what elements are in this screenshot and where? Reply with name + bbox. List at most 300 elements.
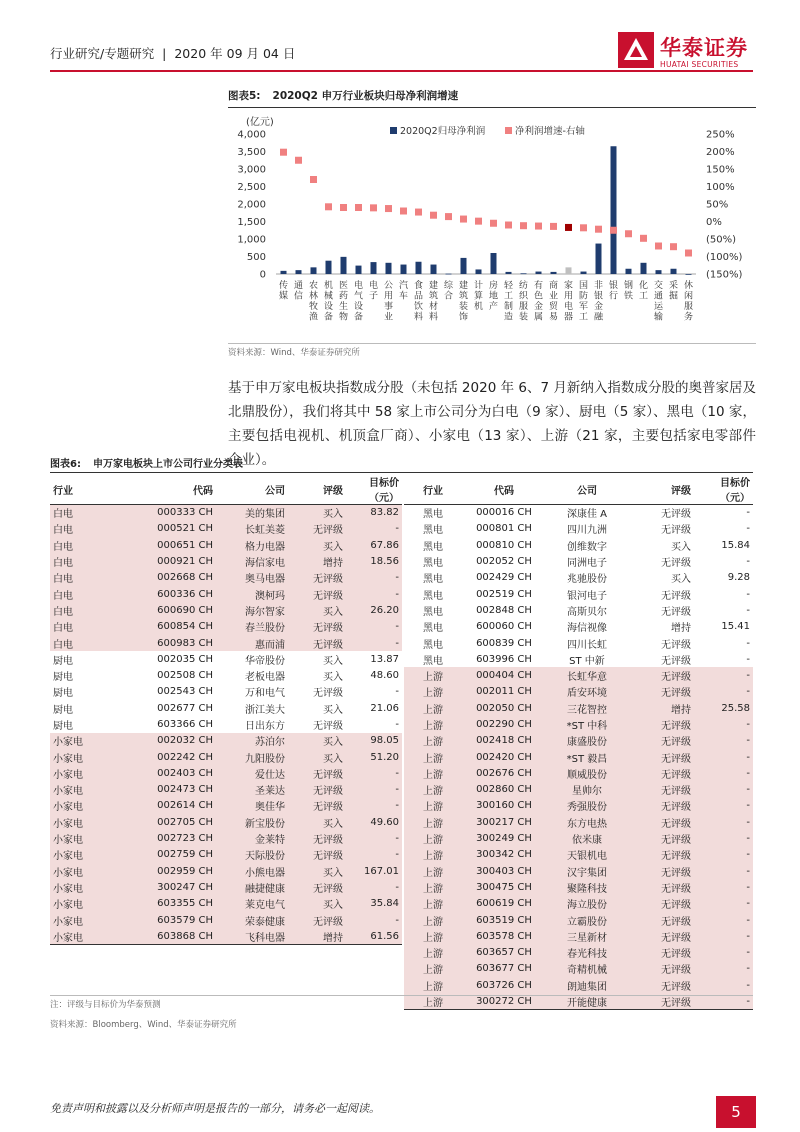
cell-rating: 无评级 bbox=[661, 639, 691, 651]
y-right-tick-label: 50% bbox=[706, 199, 729, 211]
cell-target-price: - bbox=[694, 782, 753, 798]
cell-target-price: - bbox=[694, 733, 753, 749]
cell-rating: 无评级 bbox=[628, 667, 694, 683]
x-tick-label: 医药生物 bbox=[338, 281, 349, 323]
cell-industry: 小家电 bbox=[50, 782, 112, 798]
cell-company: 新宝股份 bbox=[216, 814, 288, 830]
table-row bbox=[404, 879, 753, 895]
bar-汽车 bbox=[401, 265, 407, 274]
cell-company: 圣莱达 bbox=[216, 782, 288, 798]
table-row bbox=[50, 602, 402, 618]
y-right-tick-label: 0% bbox=[706, 217, 722, 228]
cell-target-price: 15.84 bbox=[721, 539, 750, 551]
cell-company: 四川九洲 bbox=[567, 525, 607, 537]
cell-target-price: - bbox=[694, 830, 753, 846]
cell-industry: 小家电 bbox=[50, 879, 112, 895]
cell-company: 春光科技 bbox=[546, 945, 628, 961]
bar-传媒 bbox=[281, 271, 287, 274]
cell-industry: 黑电 bbox=[423, 655, 443, 667]
col-header-company: 公司 bbox=[216, 474, 288, 505]
cell-target-price: - bbox=[346, 521, 402, 537]
page-number: 5 bbox=[716, 1096, 756, 1128]
cell-company: 创维数字 bbox=[567, 541, 607, 553]
cell-target-price: 51.20 bbox=[346, 749, 402, 765]
table-row bbox=[404, 782, 753, 798]
x-tick-label: 电子 bbox=[368, 281, 379, 302]
cell-rating: 无评级 bbox=[661, 509, 691, 521]
cell-company: 苏泊尔 bbox=[216, 733, 288, 749]
cell-code: 002614 CH bbox=[112, 798, 216, 814]
dot-电气设备 bbox=[355, 204, 362, 211]
cell-rating: 无评级 bbox=[288, 765, 346, 781]
cell-code: 002860 CH bbox=[462, 782, 546, 798]
cell-target-price: - bbox=[746, 507, 750, 519]
table-row bbox=[50, 700, 402, 716]
cell-code: 600060 CH bbox=[476, 621, 532, 633]
cell-target-price: - bbox=[694, 993, 753, 1009]
cell-rating: 无评级 bbox=[288, 830, 346, 846]
body-paragraph: 基于申万家电板块指数成分股（未包括 2020 年 6、7 月新纳入指数成分股的奥普家居及北鼎股份），我们将其中 58 家上市公司分为白电（9 家）、厨电（5 家）、黑电（10 家，主要包括电视机、机顶盒厂商）、小家电（13 家）、上游（21 家，主要包括家电零部件企业）。 bbox=[228, 380, 756, 468]
cell-target-price: - bbox=[346, 765, 402, 781]
cell-code: 300403 CH bbox=[462, 863, 546, 879]
cell-company: 九阳股份 bbox=[216, 749, 288, 765]
figure5-source: 资料来源：Wind、华泰证券研究所 bbox=[228, 348, 360, 358]
figure5-number: 图表5: bbox=[228, 90, 261, 102]
table-row bbox=[50, 667, 402, 683]
cell-rating: 增持 bbox=[288, 928, 346, 944]
cell-company: 爱仕达 bbox=[216, 765, 288, 781]
x-tick-label: 化工 bbox=[638, 281, 649, 302]
cell-rating: 无评级 bbox=[628, 993, 694, 1009]
cell-rating: 增持 bbox=[671, 623, 691, 635]
cell-industry: 上游 bbox=[404, 700, 462, 716]
legend-swatch-dot bbox=[505, 127, 512, 134]
cell-industry: 上游 bbox=[404, 798, 462, 814]
cell-code: 300249 CH bbox=[462, 830, 546, 846]
cell-rating: 无评级 bbox=[288, 521, 346, 537]
cell-rating: 无评级 bbox=[628, 977, 694, 993]
table-row bbox=[50, 765, 402, 781]
y-left-tick-label: 1,500 bbox=[237, 217, 266, 228]
cell-company: 长虹美菱 bbox=[216, 521, 288, 537]
table-row bbox=[50, 537, 402, 553]
cell-target-price: - bbox=[694, 716, 753, 732]
x-tick-label: 电气设备 bbox=[353, 281, 364, 323]
cell-industry: 小家电 bbox=[50, 733, 112, 749]
cell-rating: 无评级 bbox=[628, 961, 694, 977]
cell-target-price: 26.20 bbox=[346, 602, 402, 618]
table-row bbox=[50, 847, 402, 863]
table-row bbox=[404, 733, 753, 749]
bar-钢铁 bbox=[626, 269, 632, 274]
table-row bbox=[404, 505, 753, 521]
cell-industry: 白电 bbox=[50, 635, 112, 651]
y-left-tick-label: 4,000 bbox=[237, 129, 266, 141]
cell-rating: 无评级 bbox=[628, 749, 694, 765]
cell-rating: 无评级 bbox=[628, 879, 694, 895]
x-tick-label: 综合 bbox=[443, 281, 454, 302]
cell-industry: 上游 bbox=[404, 993, 462, 1009]
chart-legend bbox=[390, 125, 585, 137]
figure6-title bbox=[50, 455, 753, 473]
table-row bbox=[50, 912, 402, 928]
cell-industry: 黑电 bbox=[423, 639, 443, 651]
dot-纺织服装 bbox=[520, 222, 527, 229]
cell-target-price: - bbox=[346, 635, 402, 651]
bar-医药生物 bbox=[341, 257, 347, 274]
table-row bbox=[404, 570, 753, 586]
figure6-title-text: 申万家电板块上市公司行业分类表 bbox=[92, 459, 243, 470]
cell-rating: 买入 bbox=[288, 814, 346, 830]
table-row bbox=[404, 684, 753, 700]
cell-rating: 买入 bbox=[288, 749, 346, 765]
brand-name-cn: 华泰证券 bbox=[660, 36, 748, 60]
cell-company: 奇精机械 bbox=[546, 961, 628, 977]
cell-code: 000404 CH bbox=[462, 667, 546, 683]
cell-rating: 无评级 bbox=[288, 619, 346, 635]
cell-rating: 无评级 bbox=[628, 765, 694, 781]
bar-纺织服装 bbox=[521, 273, 527, 274]
x-tick-label: 交通运输 bbox=[653, 281, 664, 323]
cell-target-price: - bbox=[746, 556, 750, 568]
bar-电气设备 bbox=[356, 266, 362, 274]
cell-target-price: 18.56 bbox=[346, 553, 402, 569]
cell-company: 浙江美大 bbox=[245, 704, 285, 716]
cell-target-price: - bbox=[694, 667, 753, 683]
cell-company: 兆驰股份 bbox=[567, 574, 607, 586]
cell-company: 万和电气 bbox=[245, 688, 285, 700]
cell-industry: 上游 bbox=[404, 847, 462, 863]
cell-target-price: - bbox=[346, 570, 402, 586]
cell-code: 002290 CH bbox=[462, 716, 546, 732]
figure5-source-rule bbox=[228, 343, 756, 344]
x-tick-label: 通信 bbox=[293, 281, 304, 302]
cell-rating: 无评级 bbox=[661, 525, 691, 537]
table-row bbox=[50, 798, 402, 814]
bar-建筑材料 bbox=[431, 265, 437, 274]
cell-target-price: 35.84 bbox=[346, 896, 402, 912]
cell-company: 银河电子 bbox=[567, 590, 607, 602]
dot-通信 bbox=[295, 157, 302, 164]
cell-target-price: - bbox=[694, 977, 753, 993]
dot-采掘 bbox=[670, 243, 677, 250]
cell-industry: 上游 bbox=[404, 977, 462, 993]
x-tick-label: 有色金属 bbox=[533, 281, 544, 323]
table-row bbox=[50, 635, 402, 651]
cell-code: 002705 CH bbox=[112, 814, 216, 830]
cell-rating: 买入 bbox=[288, 505, 346, 521]
dot-非银金融 bbox=[595, 226, 602, 233]
dot-休闲服务 bbox=[685, 250, 692, 257]
cell-code: 002677 CH bbox=[157, 702, 213, 714]
cell-target-price: - bbox=[694, 814, 753, 830]
cell-company: 老板电器 bbox=[245, 672, 285, 684]
cell-code: 603677 CH bbox=[462, 961, 546, 977]
cell-industry: 上游 bbox=[404, 863, 462, 879]
cell-target-price: 49.60 bbox=[346, 814, 402, 830]
bar-农林牧渔 bbox=[311, 267, 317, 274]
report-date: 2020 年 09 月 04 日 bbox=[174, 46, 296, 61]
cell-industry: 上游 bbox=[404, 667, 462, 683]
bar-商业贸易 bbox=[551, 272, 557, 274]
cell-industry: 黑电 bbox=[423, 541, 443, 553]
col-header-company: 公司 bbox=[546, 474, 628, 505]
table-row bbox=[50, 684, 402, 700]
bar-建筑装饰 bbox=[461, 258, 467, 274]
y-left-tick-label: 2,500 bbox=[237, 182, 266, 193]
y-left-tick-label: 3,500 bbox=[237, 147, 266, 158]
cell-industry: 小家电 bbox=[50, 863, 112, 879]
table-row bbox=[404, 619, 753, 635]
bar-化工 bbox=[641, 263, 647, 274]
cell-code: 300160 CH bbox=[462, 798, 546, 814]
dot-机械设备 bbox=[325, 203, 332, 210]
table-row bbox=[50, 553, 402, 569]
x-tick-label: 建筑装饰 bbox=[458, 281, 469, 323]
dot-综合 bbox=[445, 213, 452, 220]
col-header-target-price: 目标价（元） bbox=[346, 474, 402, 505]
cell-company: 依米康 bbox=[546, 830, 628, 846]
cell-industry: 小家电 bbox=[50, 798, 112, 814]
bar-国防军工 bbox=[581, 272, 587, 274]
breadcrumb-separator: | bbox=[158, 46, 171, 61]
table-row bbox=[50, 863, 402, 879]
y-right-tick-label: (50%) bbox=[706, 234, 737, 246]
cell-industry: 上游 bbox=[404, 749, 462, 765]
x-tick-label: 轻工制造 bbox=[503, 281, 514, 323]
x-tick-label: 传媒 bbox=[278, 281, 289, 302]
cell-target-price: - bbox=[694, 765, 753, 781]
cell-company: 惠而浦 bbox=[216, 635, 288, 651]
table-row bbox=[404, 651, 753, 667]
cell-code: 603579 CH bbox=[112, 912, 216, 928]
cell-rating: 无评级 bbox=[288, 798, 346, 814]
cell-code: 603519 CH bbox=[462, 912, 546, 928]
dot-钢铁 bbox=[625, 230, 632, 237]
table-row bbox=[404, 602, 753, 618]
cell-rating: 无评级 bbox=[628, 896, 694, 912]
cell-code: 002723 CH bbox=[112, 830, 216, 846]
cell-rating: 无评级 bbox=[628, 945, 694, 961]
cell-code: 002420 CH bbox=[462, 749, 546, 765]
cell-industry: 小家电 bbox=[50, 765, 112, 781]
cell-target-price: - bbox=[694, 798, 753, 814]
table-row bbox=[50, 570, 402, 586]
table-row bbox=[50, 830, 402, 846]
cell-rating: 增持 bbox=[288, 553, 346, 569]
x-tick-label: 钢铁 bbox=[623, 281, 634, 302]
table-header-row bbox=[404, 474, 753, 505]
dot-商业贸易 bbox=[550, 223, 557, 230]
bar-综合 bbox=[446, 274, 452, 275]
dot-银行 bbox=[610, 227, 617, 234]
cell-company: 日出东方 bbox=[245, 721, 285, 732]
cell-industry: 上游 bbox=[404, 945, 462, 961]
cell-company: 天银机电 bbox=[546, 847, 628, 863]
x-tick-label: 国防军工 bbox=[578, 281, 589, 323]
cell-industry: 上游 bbox=[404, 716, 462, 732]
dot-计算机 bbox=[475, 218, 482, 225]
cell-company: 顺威股份 bbox=[546, 765, 628, 781]
cell-company: 盾安环境 bbox=[546, 684, 628, 700]
cell-industry: 白电 bbox=[50, 570, 112, 586]
cell-code: 603578 CH bbox=[462, 928, 546, 944]
profit-growth-chart bbox=[228, 116, 756, 342]
cell-rating: 无评级 bbox=[313, 688, 343, 700]
cell-code: 603868 CH bbox=[112, 928, 216, 944]
cell-rating: 无评级 bbox=[661, 655, 691, 667]
cell-industry: 黑电 bbox=[423, 590, 443, 602]
cell-company: 三星新材 bbox=[546, 928, 628, 944]
cell-industry: 小家电 bbox=[50, 912, 112, 928]
cell-industry: 上游 bbox=[404, 896, 462, 912]
cell-industry: 上游 bbox=[404, 684, 462, 700]
cell-target-price: 98.05 bbox=[346, 733, 402, 749]
cell-industry: 白电 bbox=[50, 553, 112, 569]
dot-食品饮料 bbox=[415, 209, 422, 216]
cell-industry: 白电 bbox=[50, 521, 112, 537]
cell-rating: 无评级 bbox=[628, 814, 694, 830]
cell-code: 002429 CH bbox=[476, 572, 532, 584]
cell-target-price: - bbox=[694, 912, 753, 928]
x-tick-label: 纺织服装 bbox=[518, 281, 529, 323]
cell-industry: 厨电 bbox=[53, 655, 73, 667]
cell-company: 同洲电子 bbox=[567, 558, 607, 570]
cell-company: 海信视像 bbox=[567, 623, 607, 635]
dot-建筑装饰 bbox=[460, 216, 467, 223]
huatai-logo bbox=[618, 30, 758, 72]
cell-company: 立霸股份 bbox=[546, 912, 628, 928]
bar-电子 bbox=[371, 262, 377, 274]
cell-industry: 上游 bbox=[404, 830, 462, 846]
table-row bbox=[404, 537, 753, 553]
x-tick-label: 汽车 bbox=[398, 281, 409, 302]
cell-rating: 无评级 bbox=[288, 570, 346, 586]
cell-industry: 白电 bbox=[50, 505, 112, 521]
cell-industry: 小家电 bbox=[50, 928, 112, 944]
table-row bbox=[404, 814, 753, 830]
legend-label-bar: 2020Q2归母净利润 bbox=[400, 126, 486, 137]
cell-target-price: 21.06 bbox=[370, 702, 399, 714]
x-tick-label: 机械设备 bbox=[323, 281, 334, 323]
cell-code: 000521 CH bbox=[112, 521, 216, 537]
cell-company: 三花智控 bbox=[546, 700, 628, 716]
cell-company: 开能健康 bbox=[546, 993, 628, 1009]
table-row bbox=[404, 945, 753, 961]
cell-company: 美的集团 bbox=[216, 505, 288, 521]
cell-target-price: - bbox=[346, 879, 402, 895]
dot-电子 bbox=[370, 204, 377, 211]
cell-code: 000921 CH bbox=[112, 553, 216, 569]
x-tick-label: 房地产 bbox=[488, 281, 499, 312]
cell-target-price: 48.60 bbox=[370, 670, 399, 682]
cell-company: 春兰股份 bbox=[216, 619, 288, 635]
bar-有色金属 bbox=[536, 272, 542, 274]
cell-target-price: - bbox=[694, 928, 753, 944]
cell-rating: 无评级 bbox=[288, 879, 346, 895]
cell-company: 金莱特 bbox=[216, 830, 288, 846]
cell-industry: 上游 bbox=[404, 733, 462, 749]
table-row bbox=[50, 928, 402, 944]
x-tick-label: 计算机 bbox=[473, 281, 484, 312]
cell-industry: 厨电 bbox=[53, 721, 73, 732]
cell-rating: 无评级 bbox=[628, 798, 694, 814]
y-right-tick-label: 150% bbox=[706, 164, 735, 176]
cell-code: 000333 CH bbox=[112, 505, 216, 521]
cell-industry: 上游 bbox=[404, 782, 462, 798]
y-left-tick-label: 1,000 bbox=[237, 234, 266, 246]
cell-industry: 白电 bbox=[50, 586, 112, 602]
cell-code: 603996 CH bbox=[476, 653, 532, 665]
table-row bbox=[50, 651, 402, 667]
cell-company: 飞科电器 bbox=[216, 928, 288, 944]
cell-code: 000801 CH bbox=[476, 523, 532, 535]
x-tick-label: 建筑材料 bbox=[428, 281, 439, 323]
legend-swatch-bar bbox=[390, 127, 397, 134]
cell-code: 600983 CH bbox=[112, 635, 216, 651]
cell-rating: 买入 bbox=[671, 541, 691, 553]
cell-code: 000651 CH bbox=[112, 537, 216, 553]
cell-rating: 无评级 bbox=[288, 912, 346, 928]
cell-code: 300217 CH bbox=[462, 814, 546, 830]
report-breadcrumb bbox=[50, 44, 295, 62]
dot-汽车 bbox=[400, 208, 407, 215]
cell-company: 荣泰健康 bbox=[216, 912, 288, 928]
cell-code: 002959 CH bbox=[112, 863, 216, 879]
cell-rating: 买入 bbox=[671, 574, 691, 586]
cell-company: 莱克电气 bbox=[216, 896, 288, 912]
table-row bbox=[404, 798, 753, 814]
dot-家用电器 bbox=[565, 224, 572, 231]
cell-company: 深康佳 A bbox=[566, 509, 608, 521]
cell-company: ST 中新 bbox=[569, 655, 605, 667]
cell-target-price: - bbox=[395, 719, 399, 730]
cell-rating: 买入 bbox=[323, 704, 343, 716]
figure5-title-text: 2020Q2 申万行业板块归母净利润增速 bbox=[272, 90, 459, 102]
table-row bbox=[50, 782, 402, 798]
cell-code: 002403 CH bbox=[112, 765, 216, 781]
cell-code: 603657 CH bbox=[462, 945, 546, 961]
cell-company: 小熊电器 bbox=[216, 863, 288, 879]
x-tick-label: 银行 bbox=[608, 281, 619, 302]
cell-company: 秀强股份 bbox=[546, 798, 628, 814]
cell-industry: 白电 bbox=[50, 619, 112, 635]
cell-company: 汉宇集团 bbox=[546, 863, 628, 879]
cell-code: 600619 CH bbox=[462, 896, 546, 912]
dot-建筑材料 bbox=[430, 212, 437, 219]
cell-target-price: - bbox=[694, 847, 753, 863]
table-row bbox=[404, 830, 753, 846]
cell-industry: 厨电 bbox=[53, 672, 73, 684]
col-header-industry: 行业 bbox=[404, 474, 462, 505]
cell-rating: 买入 bbox=[288, 896, 346, 912]
cell-rating: 买入 bbox=[288, 863, 346, 879]
y-left-unit: (亿元) bbox=[246, 117, 274, 128]
cell-code: 600854 CH bbox=[112, 619, 216, 635]
cell-code: 002050 CH bbox=[462, 700, 546, 716]
y-right-tick-label: 250% bbox=[706, 129, 735, 141]
cell-company: 天际股份 bbox=[216, 847, 288, 863]
cell-code: 002011 CH bbox=[462, 684, 546, 700]
cell-code: 002035 CH bbox=[157, 653, 213, 665]
table-row bbox=[50, 619, 402, 635]
cell-company: 奥佳华 bbox=[216, 798, 288, 814]
cell-industry: 小家电 bbox=[50, 749, 112, 765]
dot-传媒 bbox=[280, 149, 287, 156]
brand-name-en: HUATAI SECURITIES bbox=[660, 60, 739, 69]
bar-房地产 bbox=[491, 253, 497, 274]
y-right-tick-label: (150%) bbox=[706, 269, 743, 281]
